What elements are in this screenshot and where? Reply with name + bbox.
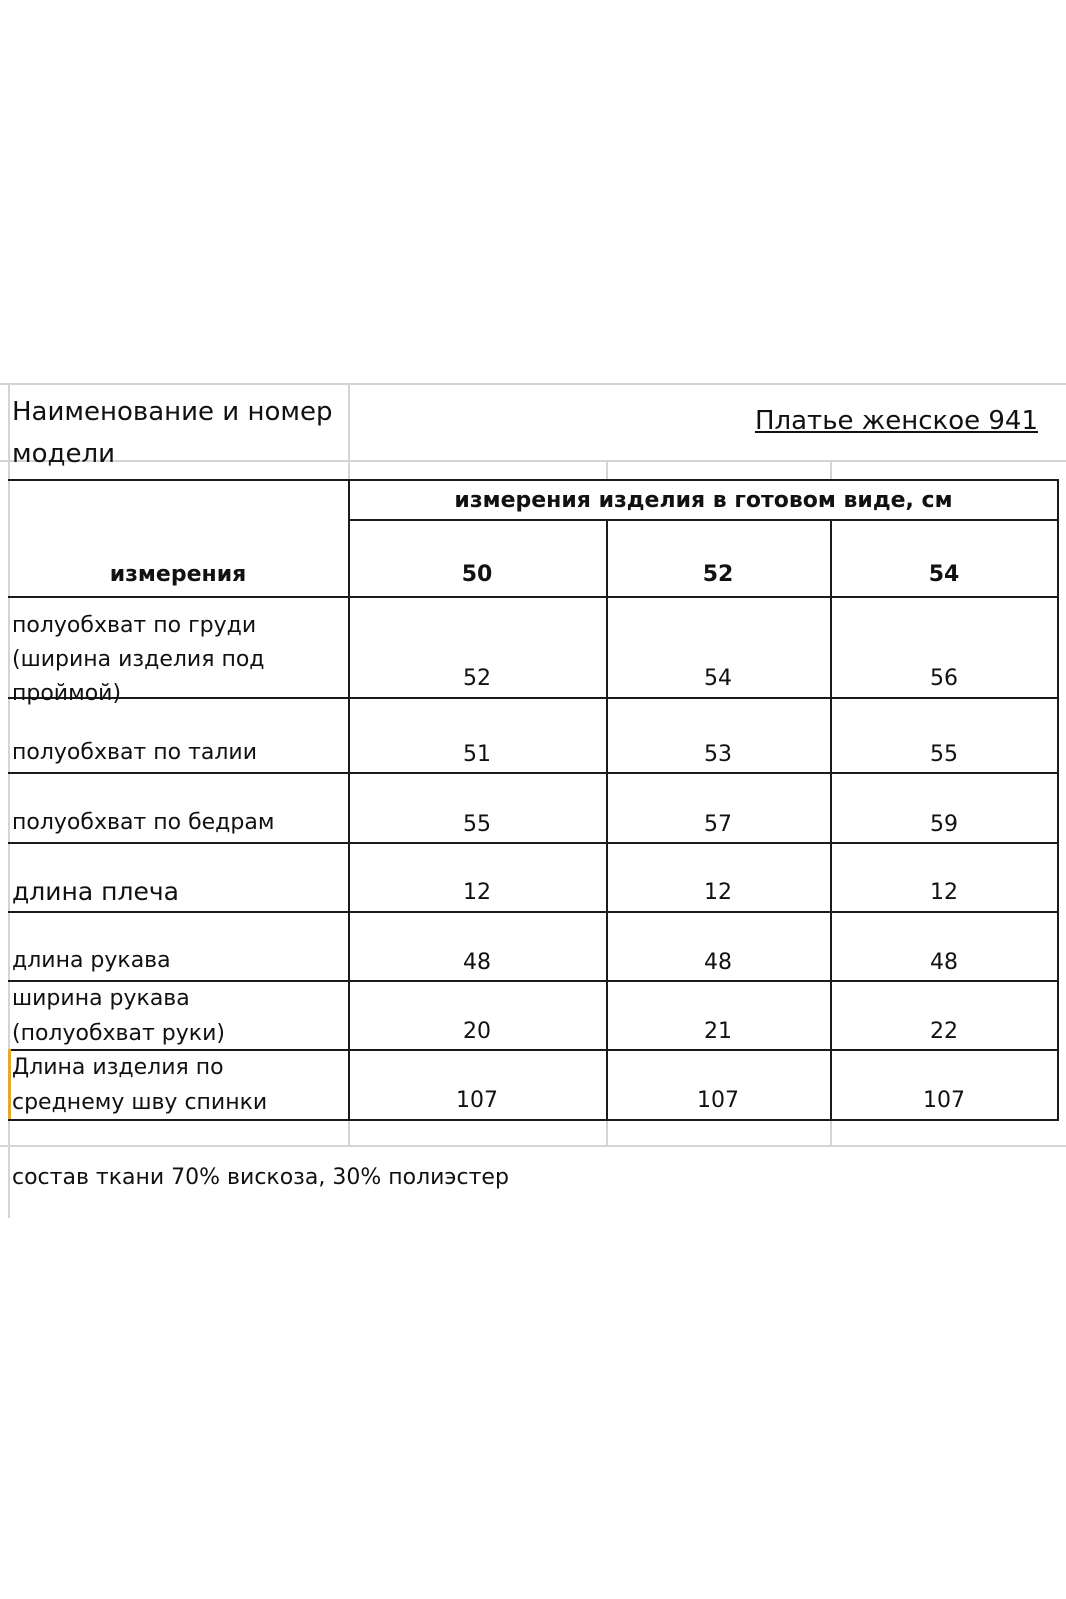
size-header: 50 bbox=[461, 562, 493, 587]
table-border bbox=[348, 479, 350, 1121]
row-label-line: Длина изделия по bbox=[12, 1055, 224, 1080]
table-cell: 20 bbox=[463, 1019, 491, 1044]
table-cell: 59 bbox=[930, 812, 958, 837]
row-label-line: (ширина изделия под bbox=[12, 647, 265, 672]
gridline bbox=[606, 460, 608, 481]
table-cell: 52 bbox=[463, 666, 491, 691]
table-border bbox=[348, 519, 1059, 521]
table-cell: 48 bbox=[463, 950, 491, 975]
table-border bbox=[1057, 479, 1059, 1121]
gridline bbox=[830, 460, 832, 481]
table-cell: 107 bbox=[923, 1088, 965, 1113]
table-cell: 48 bbox=[930, 950, 958, 975]
gridline bbox=[0, 383, 1066, 385]
gridline bbox=[830, 1121, 832, 1145]
table-cell: 12 bbox=[463, 880, 491, 905]
size-chart-sheet bbox=[0, 383, 1066, 1218]
gridline bbox=[348, 383, 350, 481]
model-name-value: Платье женское 941 bbox=[754, 406, 1038, 436]
row-label-line: (полуобхват руки) bbox=[12, 1021, 225, 1046]
table-cell: 107 bbox=[697, 1088, 739, 1113]
table-cell: 53 bbox=[704, 742, 732, 767]
fabric-composition-note: состав ткани 70% вискоза, 30% полиэстер bbox=[12, 1165, 509, 1190]
table-border bbox=[830, 519, 832, 1121]
table-cell: 54 bbox=[704, 666, 732, 691]
table-border bbox=[8, 479, 1059, 481]
size-header: 52 bbox=[702, 562, 734, 587]
table-cell: 55 bbox=[930, 742, 958, 767]
table-cell: 55 bbox=[463, 812, 491, 837]
table-cell: 107 bbox=[456, 1088, 498, 1113]
table-row-label: полуобхват по талии bbox=[12, 740, 258, 765]
measurements-group-header: измерения изделия в готовом виде, см bbox=[454, 488, 953, 513]
gridline bbox=[0, 1145, 1066, 1147]
row-label-line: полуобхват по груди bbox=[12, 613, 257, 638]
table-cell: 56 bbox=[930, 666, 958, 691]
table-row-label: полуобхват по бедрам bbox=[12, 810, 275, 835]
table-row-label bbox=[12, 609, 265, 711]
table-border bbox=[8, 842, 1059, 844]
row-label-line: проймой) bbox=[12, 681, 122, 706]
table-row-label bbox=[12, 981, 225, 1051]
model-name-label bbox=[12, 391, 333, 475]
table-cell: 12 bbox=[704, 880, 732, 905]
gridline bbox=[606, 1121, 608, 1145]
table-border bbox=[8, 911, 1059, 913]
cell-selection-marker bbox=[8, 1049, 11, 1119]
measurements-column-header: измерения bbox=[109, 562, 247, 587]
table-row-label: длина рукава bbox=[12, 948, 171, 973]
model-name-label-line: Наименование и номер bbox=[12, 397, 333, 427]
row-label-line: ширина рукава bbox=[12, 986, 190, 1011]
model-name-label-line: модели bbox=[12, 439, 116, 469]
table-cell: 51 bbox=[463, 742, 491, 767]
table-cell: 21 bbox=[704, 1019, 732, 1044]
table-border bbox=[8, 772, 1059, 774]
table-row-label: длина плеча bbox=[12, 877, 179, 906]
table-border bbox=[606, 519, 608, 1121]
table-cell: 57 bbox=[704, 812, 732, 837]
size-header: 54 bbox=[928, 562, 960, 587]
row-label-line: среднему шву спинки bbox=[12, 1090, 268, 1115]
table-cell: 12 bbox=[930, 880, 958, 905]
gridline bbox=[348, 1121, 350, 1145]
table-cell: 48 bbox=[704, 950, 732, 975]
table-border bbox=[8, 596, 1059, 598]
table-cell: 22 bbox=[930, 1019, 958, 1044]
table-row-label bbox=[12, 1050, 267, 1120]
